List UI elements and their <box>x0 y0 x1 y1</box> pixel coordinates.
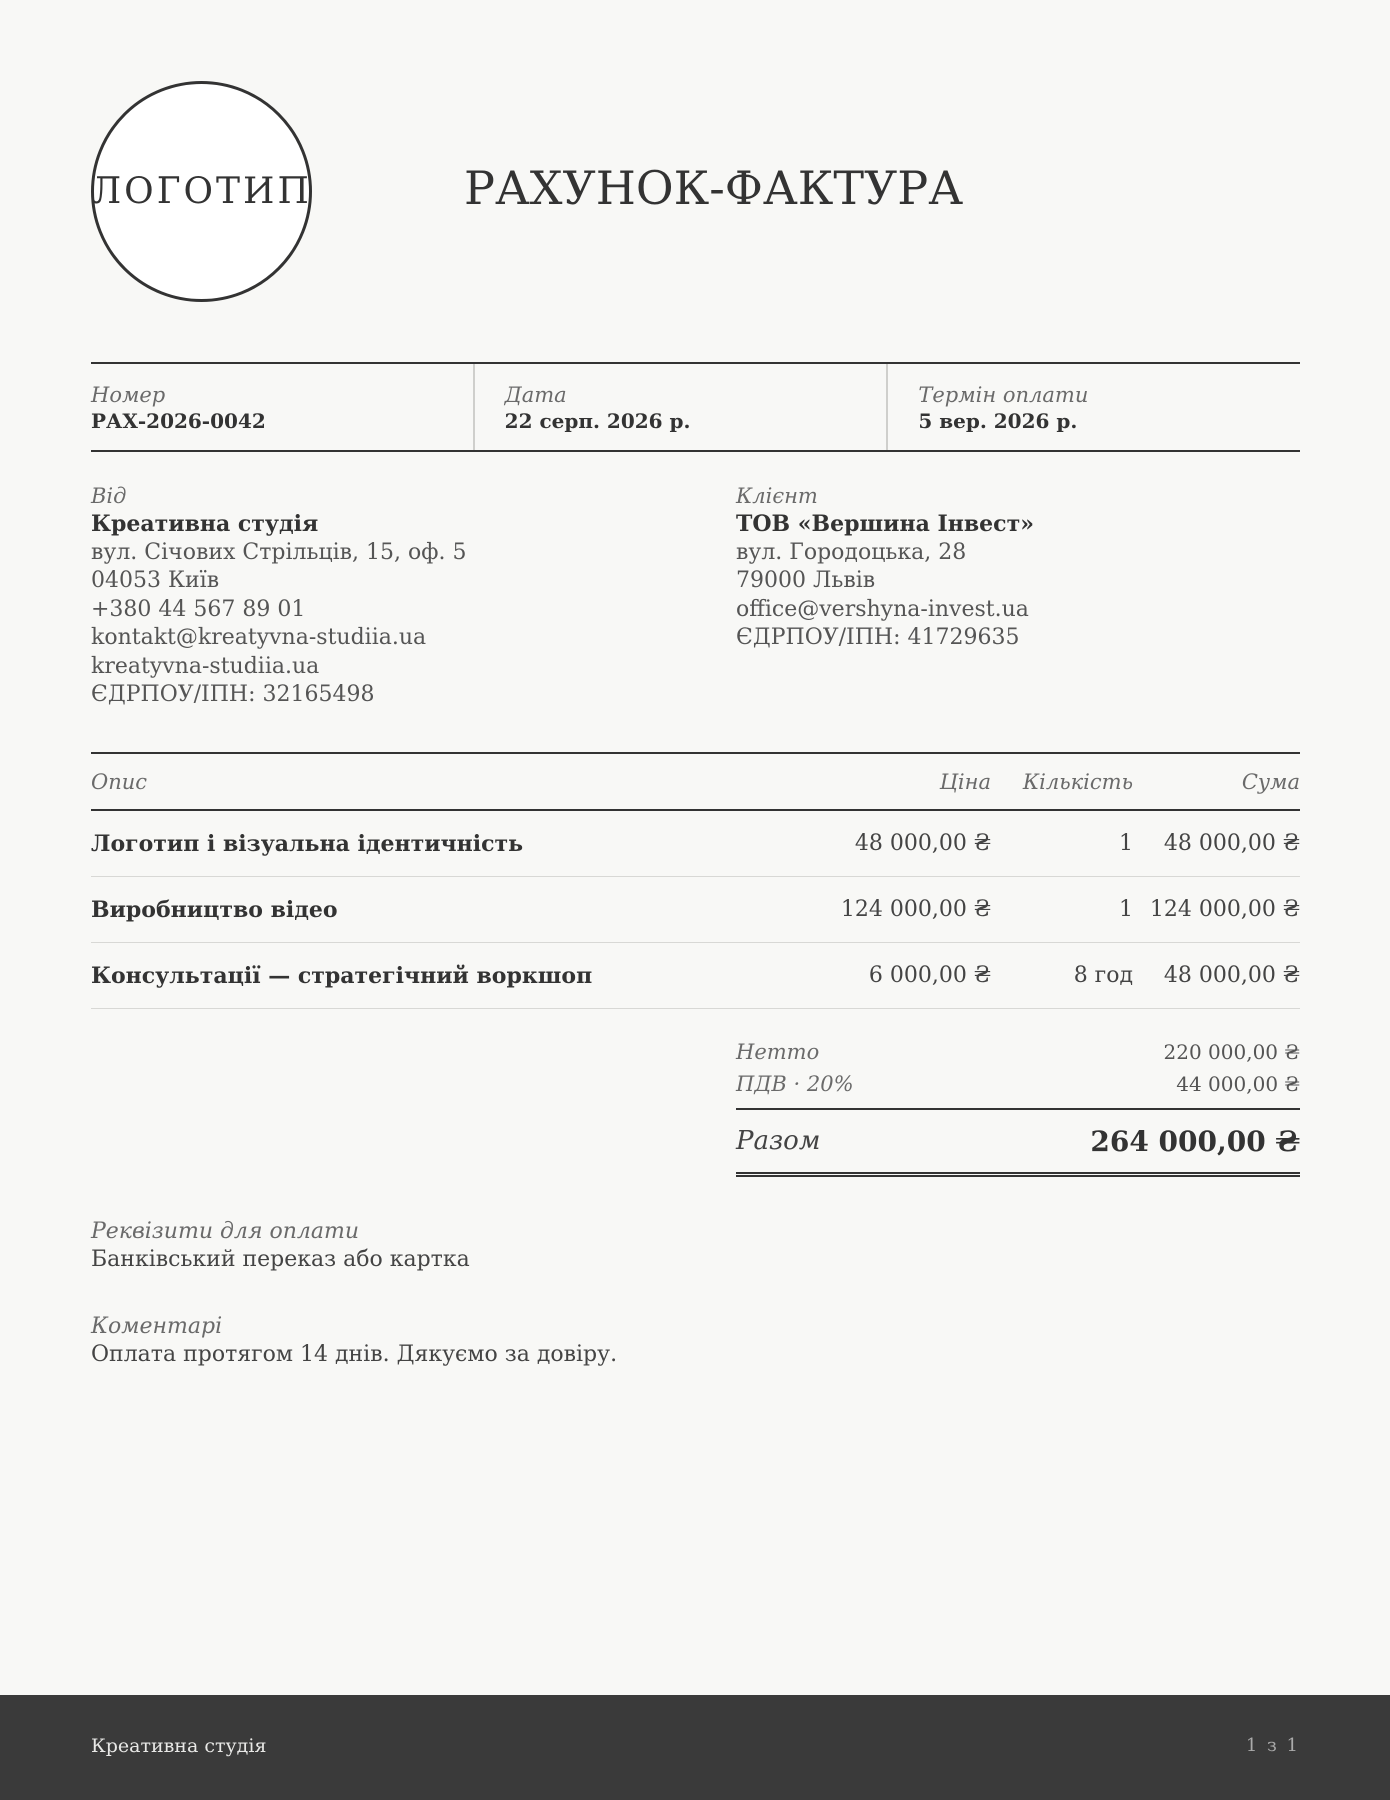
client-block <box>736 482 1256 653</box>
net-row <box>736 1036 1300 1068</box>
items-table <box>91 752 1300 1009</box>
grand-total-row <box>736 1108 1300 1177</box>
item-price: 48 000,00 ₴ <box>791 810 991 877</box>
item-quantity: 8 год <box>991 943 1133 1009</box>
page-number: 1 з 1 <box>1245 1735 1300 1756</box>
item-sum: 48 000,00 ₴ <box>1133 810 1300 877</box>
totals-block <box>736 1036 1300 1177</box>
sender-block <box>91 482 611 710</box>
client-tax-id: ЄДРПОУ/ІПН: 41729635 <box>736 625 1020 650</box>
meta-number-value: РАХ-2026-0042 <box>91 409 266 433</box>
column-header-description: Опис <box>91 753 791 810</box>
column-header-quantity: Кількість <box>991 753 1133 810</box>
sender-city: 04053 Київ <box>91 568 220 593</box>
item-description: Виробництво відео <box>91 877 791 943</box>
table-row <box>91 810 1300 877</box>
item-description: Логотип і візуальна ідентичність <box>91 810 791 877</box>
sender-email: kontakt@kreatyvna-studiia.ua <box>91 625 427 650</box>
sender-website: kreatyvna-studiia.ua <box>91 653 320 679</box>
client-city: 79000 Львів <box>736 568 876 593</box>
item-quantity: 1 <box>991 877 1133 943</box>
net-label: Нетто <box>736 1040 820 1064</box>
payment-text: Банківський переказ або картка <box>91 1247 470 1272</box>
item-sum: 124 000,00 ₴ <box>1133 877 1300 943</box>
grand-total-value: 264 000,00 ₴ <box>1090 1124 1300 1158</box>
meta-due-value: 5 вер. 2026 р. <box>918 409 1078 433</box>
comments-text: Оплата протягом 14 днів. Дякуємо за довіру. <box>91 1342 618 1367</box>
client-email: office@vershyna-invest.ua <box>736 596 1029 622</box>
sender-tax-id: ЄДРПОУ/ІПН: 32165498 <box>91 682 375 707</box>
payment-label: Реквізити для оплати <box>91 1219 360 1244</box>
meta-date-value: 22 серп. 2026 р. <box>504 409 691 433</box>
page-title: РАХУНОК-ФАКТУРА <box>464 161 964 215</box>
client-name: ТОВ «Вершина Інвест» <box>736 511 1034 537</box>
item-sum: 48 000,00 ₴ <box>1133 943 1300 1009</box>
client-label: Клієнт <box>736 484 818 508</box>
net-value: 220 000,00 ₴ <box>1163 1040 1300 1064</box>
table-header-row <box>91 753 1300 810</box>
sender-address: вул. Січових Стрільців, 15, оф. 5 <box>91 539 467 565</box>
item-price: 6 000,00 ₴ <box>791 943 991 1009</box>
meta-number <box>91 364 473 450</box>
item-price: 124 000,00 ₴ <box>791 877 991 943</box>
item-description: Консультації — стратегічний воркшоп <box>91 943 791 1009</box>
table-row <box>91 943 1300 1009</box>
column-header-price: Ціна <box>791 753 991 810</box>
meta-due-label: Термін оплати <box>918 383 1089 407</box>
vat-value: 44 000,00 ₴ <box>1176 1072 1300 1096</box>
meta-number-label: Номер <box>91 383 166 407</box>
logo-text: ЛОГОТИП <box>91 171 312 212</box>
vat-label: ПДВ · 20% <box>736 1072 854 1096</box>
meta-date <box>473 364 887 450</box>
sender-phone: +380 44 567 89 01 <box>91 596 306 622</box>
grand-total-label: Разом <box>736 1126 821 1156</box>
invoice-meta <box>91 362 1300 452</box>
item-quantity: 1 <box>991 810 1133 877</box>
table-row <box>91 877 1300 943</box>
client-address: вул. Городоцька, 28 <box>736 539 967 565</box>
meta-due <box>886 364 1300 450</box>
meta-date-label: Дата <box>504 383 567 407</box>
payment-details <box>91 1218 891 1274</box>
sender-label: Від <box>91 484 127 508</box>
vat-row <box>736 1068 1300 1100</box>
footer-company: Креативна студія <box>91 1735 267 1757</box>
comments-section <box>91 1313 891 1369</box>
page-footer <box>0 1695 1390 1800</box>
column-header-sum: Сума <box>1133 753 1300 810</box>
sender-name: Креативна студія <box>91 511 319 537</box>
logo-placeholder <box>91 81 312 302</box>
comments-label: Коментарі <box>91 1314 223 1339</box>
